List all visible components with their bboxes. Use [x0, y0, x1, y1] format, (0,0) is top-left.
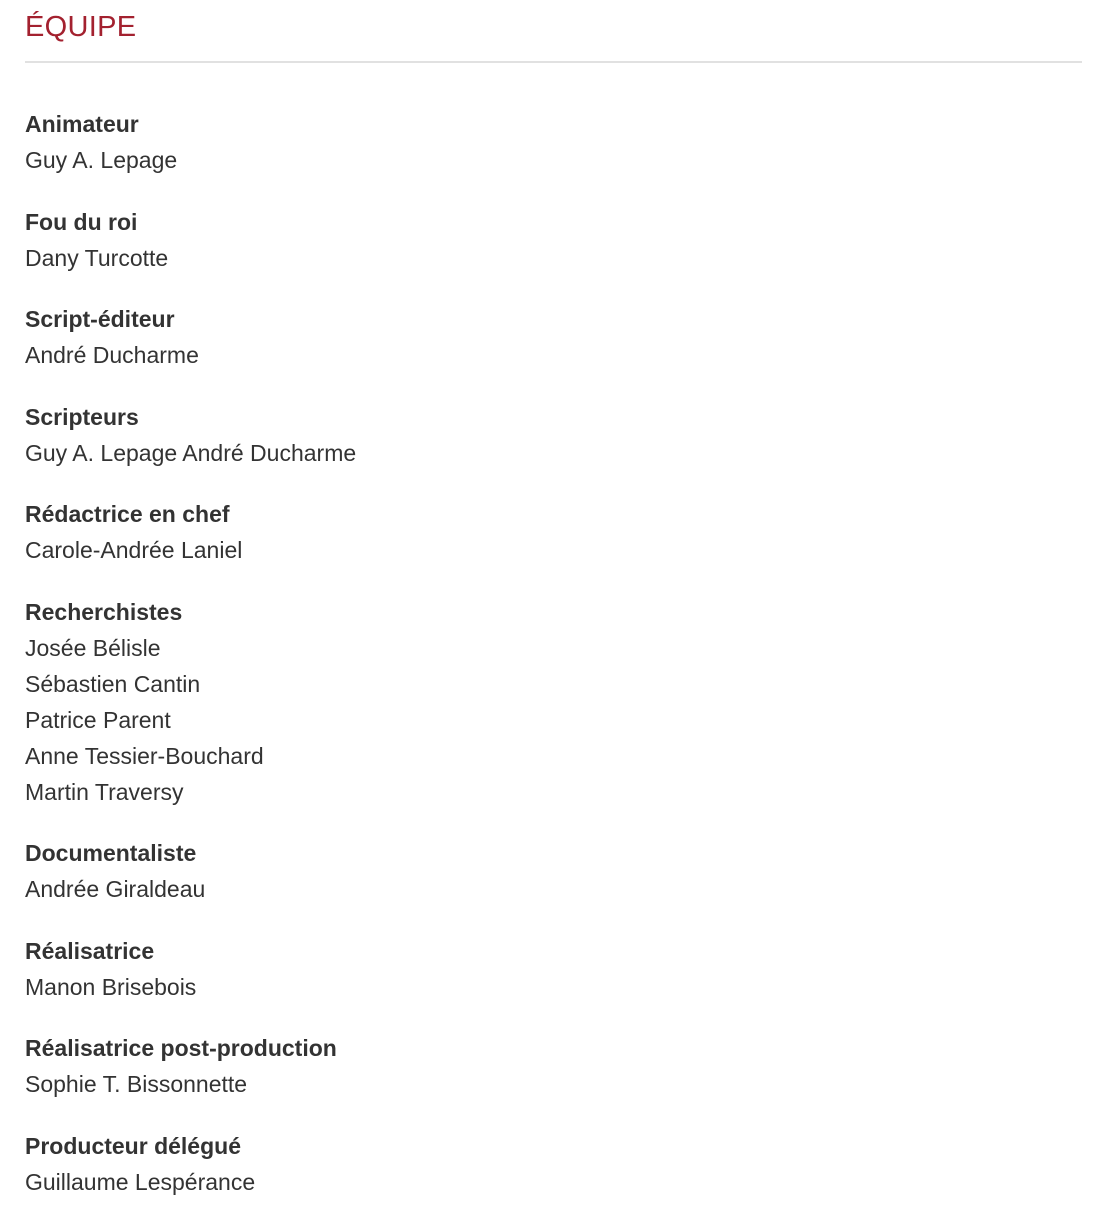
- role-people-list: [25, 240, 1082, 276]
- role-group-redactrice-en-chef: [25, 496, 1082, 568]
- person-name: Guillaume Lespérance: [25, 1169, 256, 1195]
- role-people-list: [25, 532, 1082, 568]
- role-people-list: [25, 1066, 1082, 1102]
- section-divider: [25, 61, 1082, 63]
- role-people-list: [25, 969, 1082, 1005]
- role-label: Réalisatrice post-production: [25, 1035, 337, 1061]
- person-name: Dany Turcotte: [25, 245, 169, 271]
- role-label: Réalisatrice: [25, 938, 155, 964]
- team-roles-list: [25, 106, 1082, 1200]
- person-name: Carole-Andrée Laniel: [25, 537, 243, 563]
- role-group-scripteurs: [25, 399, 1082, 471]
- role-label: Rédactrice en chef: [25, 501, 230, 527]
- role-group-realisatrice: [25, 933, 1082, 1005]
- role-label: Recherchistes: [25, 599, 183, 625]
- role-label: Animateur: [25, 111, 139, 137]
- person-name: Guy A. Lepage André Ducharme: [25, 440, 357, 466]
- role-group-script-editeur: [25, 301, 1082, 373]
- section-title: ÉQUIPE: [25, 11, 137, 43]
- person-name: Manon Brisebois: [25, 974, 197, 1000]
- person-name: Andrée Giraldeau: [25, 876, 206, 902]
- role-label: Scripteurs: [25, 404, 139, 430]
- role-group-producteur-delegue: [25, 1128, 1082, 1200]
- person-name: Guy A. Lepage: [25, 147, 178, 173]
- role-people-list: [25, 337, 1082, 373]
- role-group-fou-du-roi: [25, 204, 1082, 276]
- role-people-list: [25, 871, 1082, 907]
- role-group-recherchistes: [25, 594, 1082, 810]
- role-group-documentaliste: [25, 835, 1082, 907]
- person-name: Martin Traversy: [25, 779, 184, 805]
- person-name: Patrice Parent: [25, 707, 171, 733]
- role-label: Fou du roi: [25, 209, 138, 235]
- role-people-list: [25, 435, 1082, 471]
- person-name: André Ducharme: [25, 342, 199, 368]
- role-people-list: [25, 1164, 1082, 1200]
- role-group-animateur: [25, 106, 1082, 178]
- role-group-realisatrice-post-production: [25, 1030, 1082, 1102]
- person-name: Josée Bélisle: [25, 635, 161, 661]
- role-label: Script-éditeur: [25, 306, 175, 332]
- role-label: Documentaliste: [25, 840, 197, 866]
- role-people-list: [25, 630, 1082, 810]
- person-name: Sébastien Cantin: [25, 671, 201, 697]
- person-name: Anne Tessier-Bouchard: [25, 743, 264, 769]
- role-label: Producteur délégué: [25, 1133, 241, 1159]
- role-people-list: [25, 142, 1082, 178]
- person-name: Sophie T. Bissonnette: [25, 1071, 248, 1097]
